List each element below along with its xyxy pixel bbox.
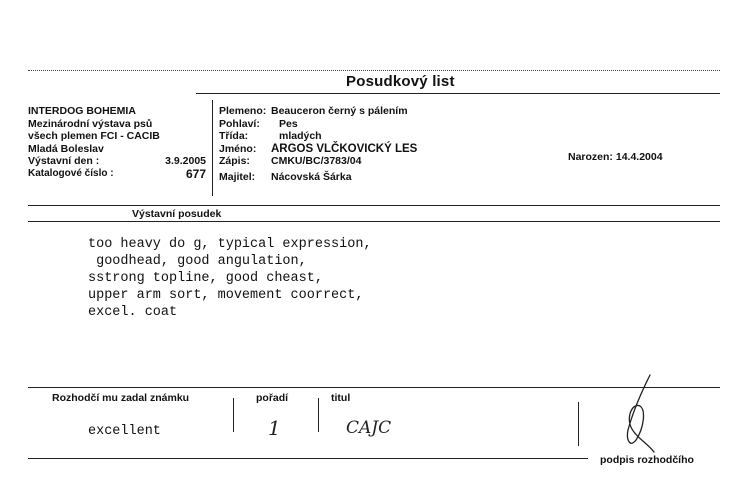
catalog-row xyxy=(28,168,208,181)
class-value: mladých xyxy=(279,130,322,142)
assessment-line: too heavy do g, typical expression, xyxy=(88,237,372,252)
show-type: Mezinárodní výstava psů xyxy=(28,117,153,130)
title-value: CAJC xyxy=(346,418,392,438)
name-value: ARGOS VLČKOVICKÝ LES xyxy=(271,142,418,155)
breed-value: Beauceron černý s pálením xyxy=(271,105,408,117)
assessment-line: sstrong topline, good cheast, xyxy=(88,271,323,286)
sex-value: Pes xyxy=(279,117,298,130)
show-scope: všech plemen FCI - CACIB xyxy=(28,130,160,142)
reg-label: Zápis: xyxy=(219,155,250,167)
placement-label: pořadí xyxy=(256,392,289,404)
show-info xyxy=(28,105,208,180)
owner-label: Majitel: xyxy=(219,170,256,183)
sheet-title: Posudkový list xyxy=(346,73,455,90)
class-label: Třída: xyxy=(219,130,249,142)
sex-label: Pohlaví: xyxy=(219,117,260,130)
section-rule-top xyxy=(28,205,720,206)
assessment-label: Výstavní posudek xyxy=(132,208,222,220)
signature-rule xyxy=(28,458,588,459)
assessment-line: upper arm sort, movement coorrect, xyxy=(88,288,364,303)
placement-value: 1 xyxy=(268,416,281,440)
assessment-text xyxy=(88,236,372,321)
owner-value: Nácovská Šárka xyxy=(271,170,352,183)
reg-value: CMKU/BC/3783/04 xyxy=(271,155,362,167)
dotted-divider xyxy=(28,70,720,71)
dog-info xyxy=(219,105,417,183)
grading-separator xyxy=(578,402,579,446)
born-label: Narozen: xyxy=(568,151,613,163)
birth-date xyxy=(568,151,663,163)
show-location: Mladá Boleslav xyxy=(28,142,104,155)
title-rule xyxy=(196,93,720,94)
grading-separator xyxy=(233,398,234,432)
assessment-line: goodhead, good angulation, xyxy=(88,254,307,269)
show-date-row xyxy=(28,155,208,168)
signature-label: podpis rozhodčího xyxy=(600,454,694,466)
show-date-value: 3.9.2005 xyxy=(165,155,206,167)
show-date-label: Výstavní den : xyxy=(28,155,100,167)
header-divider xyxy=(212,100,213,196)
catalog-value: 677 xyxy=(185,166,206,181)
show-name: INTERDOG BOHEMIA xyxy=(28,105,136,117)
catalog-label: Katalogové číslo : xyxy=(28,167,114,179)
section-rule xyxy=(28,221,720,222)
born-value: 14.4.2004 xyxy=(615,151,663,163)
judge-signature xyxy=(610,370,670,460)
assessment-line: excel. coat xyxy=(88,305,178,320)
grade-value: excellent xyxy=(88,424,161,439)
breed-label: Plemeno: xyxy=(219,105,267,117)
grade-label: Rozhodčí mu zadal známku xyxy=(52,392,190,404)
name-label: Jméno: xyxy=(219,142,257,155)
title-label: titul xyxy=(331,392,351,404)
grading-separator xyxy=(318,398,319,432)
